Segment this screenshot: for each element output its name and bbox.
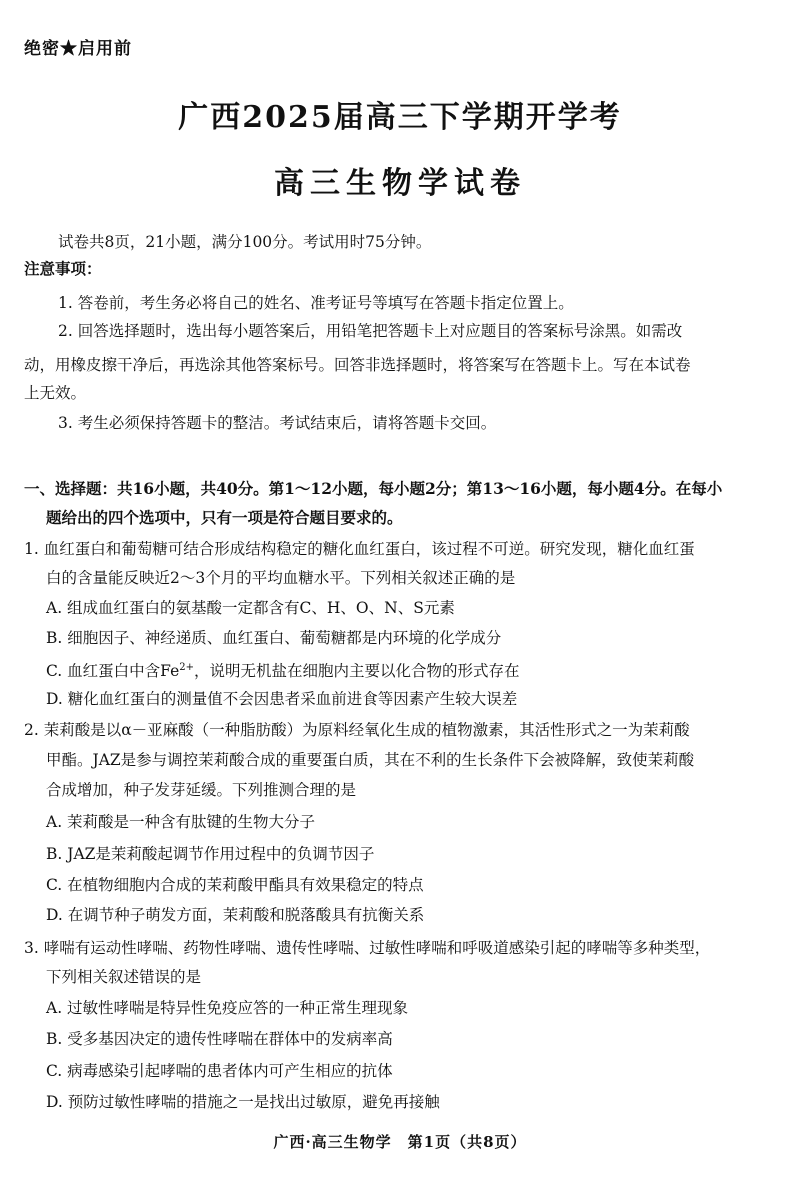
question-3-option-a: A. 过敏性哮喘是特异性免疫应答的一种正常生理现象 — [46, 999, 409, 1017]
question-1-option-c-text-end: ，说明无机盐在细胞内主要以化合物的形式存在 — [194, 662, 520, 681]
question-2-stem-line-1: 2. 茉莉酸是以α－亚麻酸（一种脂肪酸）为原料经氧化生成的植物激素，其活性形式之一为茉莉酸 — [24, 721, 690, 739]
question-2-stem-line-2: 甲酯。JAZ是参与调控茉莉酸合成的重要蛋白质，其在不利的生长条件下会被降解，致使茉莉酸 — [46, 751, 695, 769]
section-heading-line-1: 一、选择题：共16小题，共40分。第1～12小题，每小题2分；第13～16小题，每小题4分。在每小 — [24, 479, 723, 498]
notice-item-2-line-1: 2. 回答选择题时，选出每小题答案后，用铅笔把答题卡上对应题目的答案标号涂黑。如需改 — [58, 322, 683, 340]
question-2-option-d: D. 在调节种子萌发方面，茉莉酸和脱落酸具有抗衡关系 — [46, 906, 425, 924]
section-heading-line-2: 题给出的四个选项中，只有一项是符合题目要求的。 — [46, 508, 403, 527]
question-2-option-b: B. JAZ是茉莉酸起调节作用过程中的负调节因子 — [46, 845, 375, 863]
question-3-stem-line-1: 3. 哮喘有运动性哮喘、药物性哮喘、遗传性哮喘、过敏性哮喘和呼吸道感染引起的哮喘等多种类型， — [24, 939, 711, 957]
exam-subtitle: 高三生物学试卷 — [274, 166, 526, 201]
notice-heading: 注意事项： — [24, 259, 102, 278]
question-2-stem-line-3: 合成增加，种子发芽延缓。下列推测合理的是 — [46, 781, 357, 799]
question-3-option-c: C. 病毒感染引起哮喘的患者体内可产生相应的抗体 — [46, 1062, 393, 1080]
question-2-option-c: C. 在植物细胞内合成的茉莉酸甲酯具有效果稳定的特点 — [46, 876, 424, 894]
notice-item-1: 1. 答卷前，考生务必将自己的姓名、准考证号等填写在答题卡指定位置上。 — [58, 294, 574, 312]
question-1-stem-line-2: 白的含量能反映近2～3个月的平均血糖水平。下列相关叙述正确的是 — [46, 569, 516, 587]
question-1-option-d: D. 糖化血红蛋白的测量值不会因患者采血前进食等因素产生较大误差 — [46, 690, 518, 708]
exam-title: 广西2025届高三下学期开学考 — [178, 100, 622, 135]
question-1-option-c-superscript: 2+ — [179, 662, 194, 673]
notice-item-2-line-3: 上无效。 — [24, 384, 87, 402]
question-3-option-b: B. 受多基因决定的遗传性哮喘在群体中的发病率高 — [46, 1030, 393, 1048]
notice-item-2-line-2: 动，用橡皮擦干净后，再选涂其他答案标号。回答非选择题时，将答案写在答题卡上。写在本试卷 — [24, 356, 691, 374]
question-1-option-c-text: C. 血红蛋白中含Fe — [46, 662, 180, 681]
secret-label: 绝密★启用前 — [24, 39, 132, 59]
notice-item-3: 3. 考生必须保持答题卡的整洁。考试结束后，请将答题卡交回。 — [58, 414, 497, 432]
question-3-option-d: D. 预防过敏性哮喘的措施之一是找出过敏原，避免再接触 — [46, 1093, 440, 1111]
question-2-option-a: A. 茉莉酸是一种含有肽键的生物大分子 — [46, 813, 316, 831]
exam-intro: 试卷共8页，21小题，满分100分。考试用时75分钟。 — [58, 233, 432, 251]
question-1-stem-line-1: 1. 血红蛋白和葡萄糖可结合形成结构稳定的糖化血红蛋白，该过程不可逆。研究发现，糖化血红蛋 — [24, 540, 695, 558]
question-1-option-c — [46, 658, 520, 681]
page-footer: 广西·高三生物学 第1页（共8页） — [273, 1133, 527, 1151]
question-3-stem-line-2: 下列相关叙述错误的是 — [46, 968, 202, 986]
question-1-option-a: A. 组成血红蛋白的氨基酸一定都含有C、H、O、N、S元素 — [46, 599, 455, 617]
question-1-option-b: B. 细胞因子、神经递质、血红蛋白、葡萄糖都是内环境的化学成分 — [46, 629, 502, 647]
